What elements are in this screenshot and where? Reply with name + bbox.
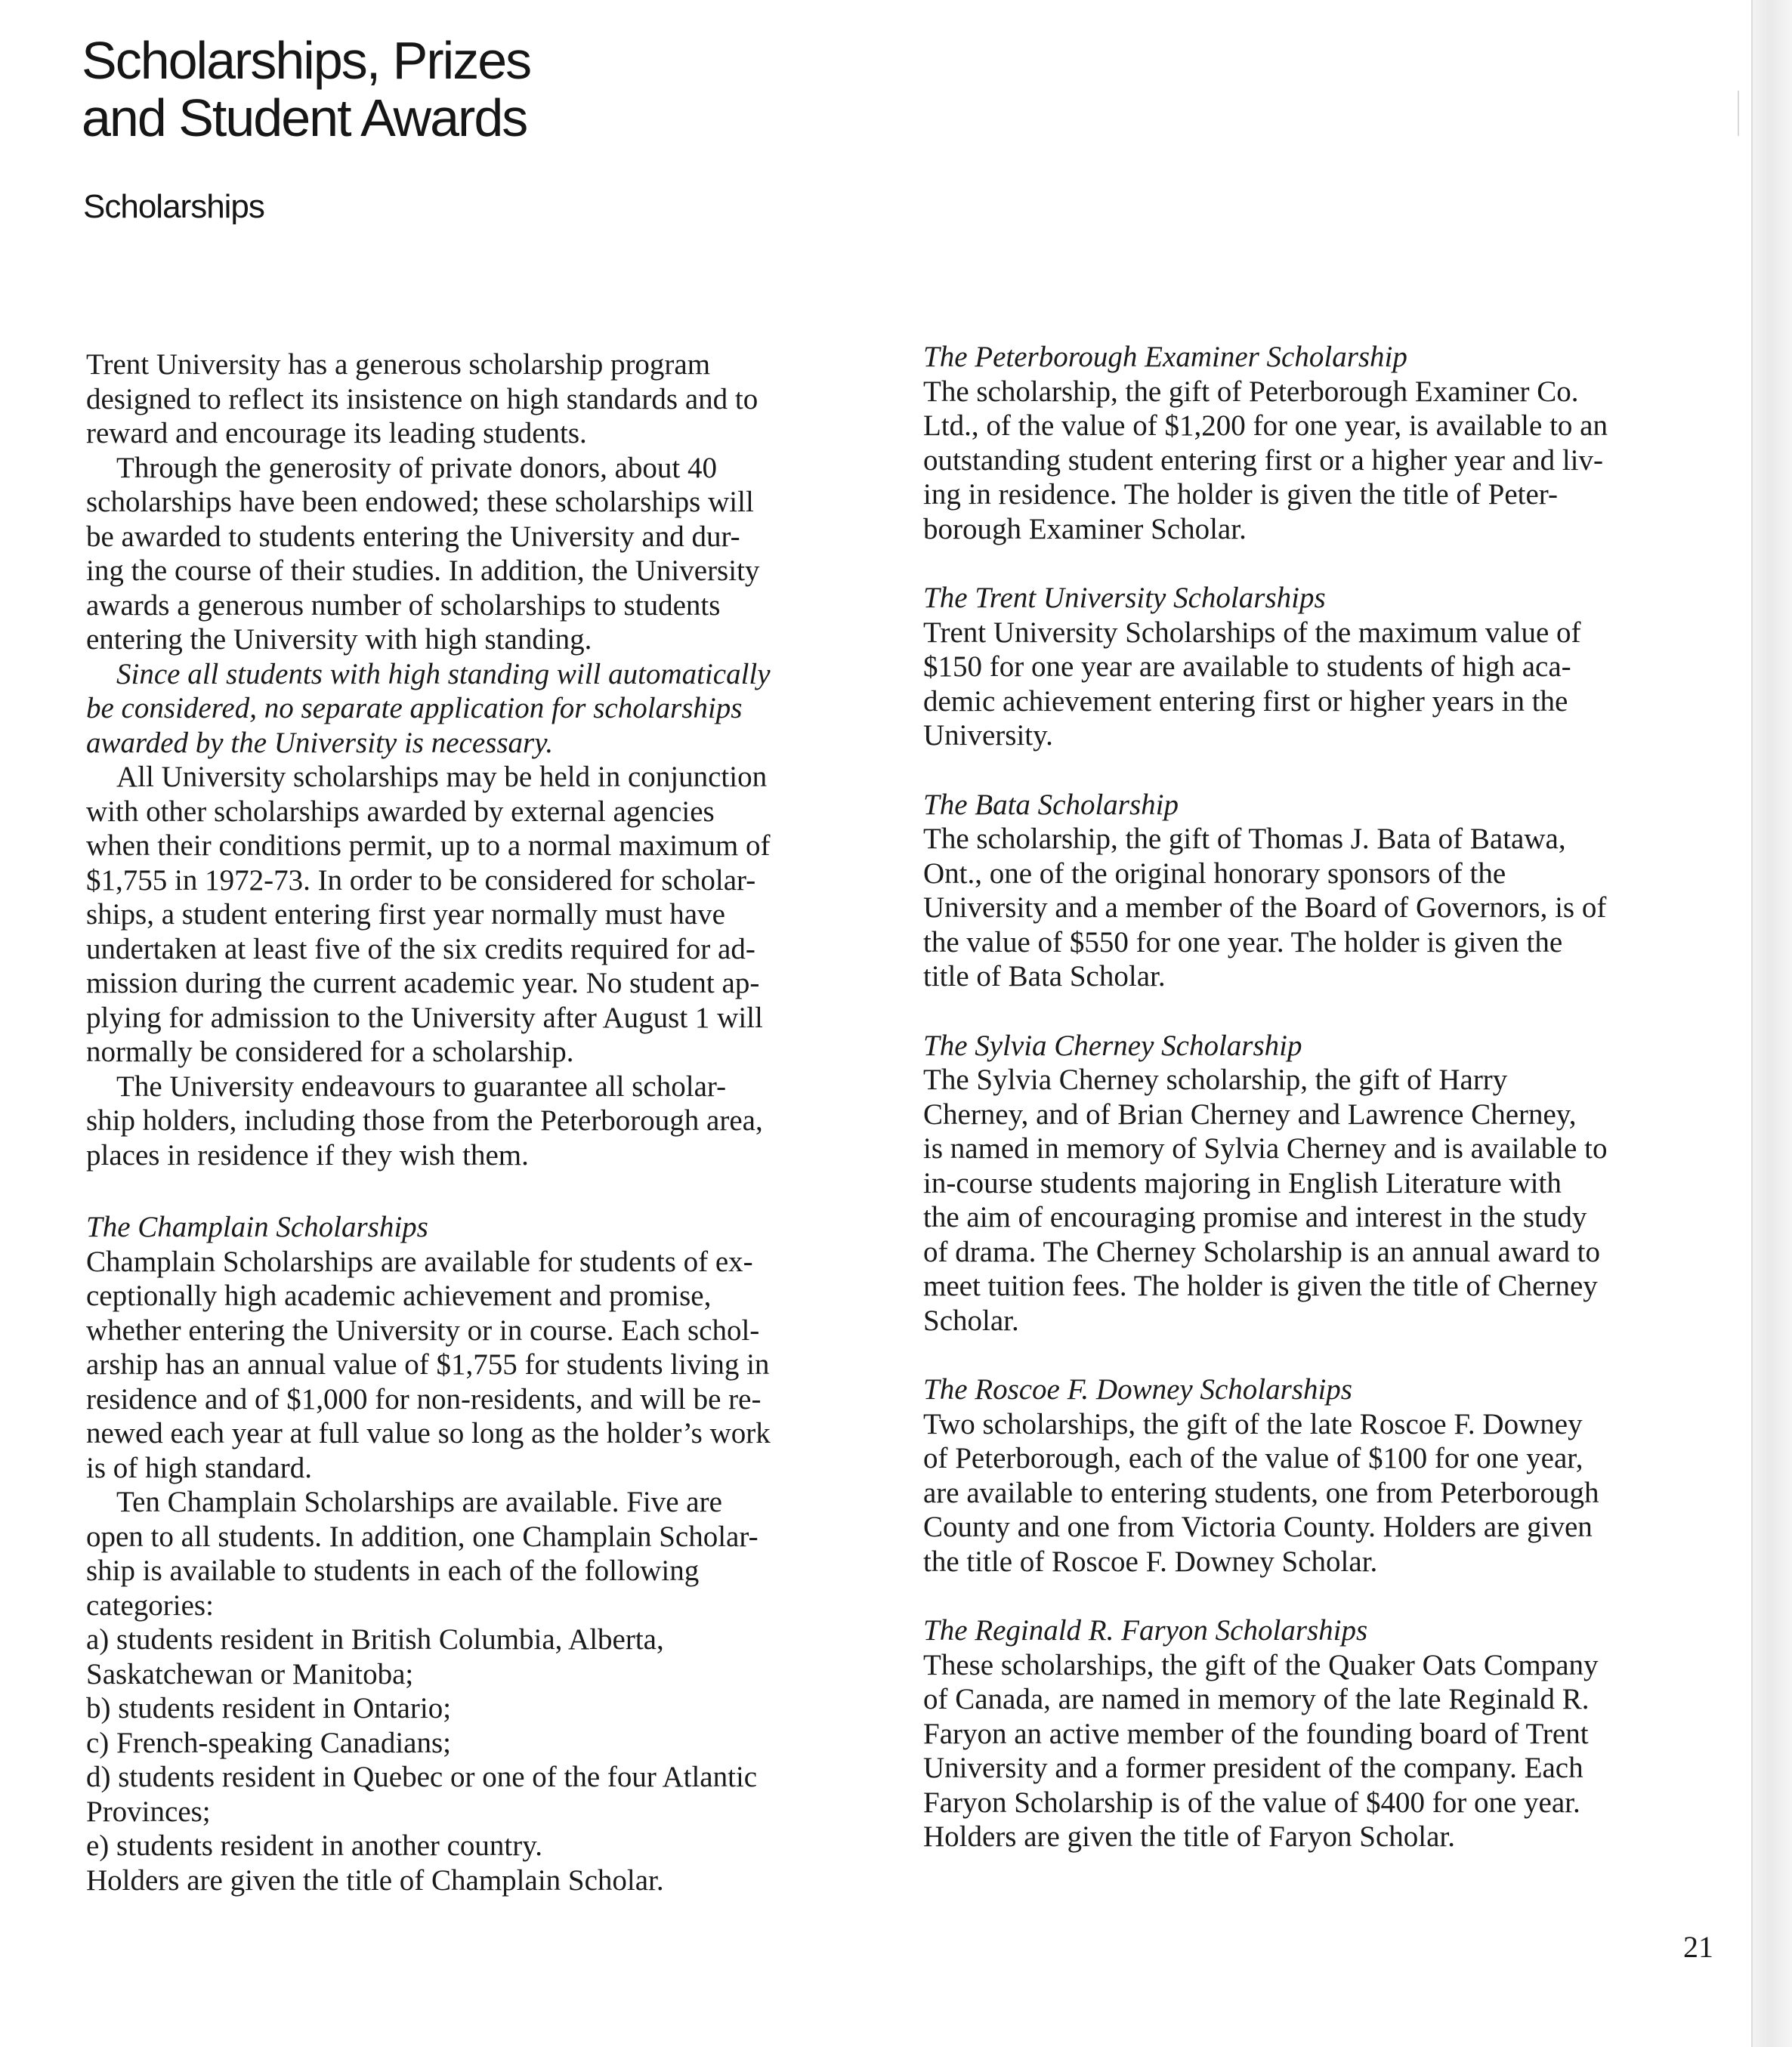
text-line: ceptionally high academic achievement and promise, [86, 1280, 712, 1312]
text-line: categories: [86, 1589, 214, 1622]
text-line: demic achievement entering first or higher years in the [923, 684, 1568, 718]
text-line: places in residence if they wish them. [86, 1138, 529, 1172]
text-line: entering the University with high standing. [86, 623, 592, 656]
list-item: a) students resident in British Columbia, Alberta, [86, 1623, 664, 1656]
text-line: outstanding student entering first or a higher year and liv- [923, 443, 1604, 477]
page-title [82, 32, 530, 147]
text-line: arship has an annual value of $1,755 for students living in [86, 1348, 770, 1381]
bata-section [923, 788, 1732, 994]
text-line: Scholar. [923, 1304, 1019, 1337]
text-line: Champlain Scholarships are available for students of ex- [86, 1245, 753, 1278]
section-spacer [923, 994, 1732, 1029]
text-line: All University scholarships may be held in conjunction [116, 761, 768, 793]
list-item: c) French-speaking Canadians; [86, 1726, 452, 1759]
text-line: ship is available to students in each of the following [86, 1555, 700, 1587]
text-line: is named in memory of Sylvia Cherney and is available to [923, 1132, 1608, 1165]
section-spacer [923, 546, 1732, 581]
page-title-line-1: Scholarships, Prizes [82, 31, 531, 90]
list-item: Saskatchewan or Manitoba; [86, 1657, 414, 1690]
list-item: b) students resident in Ontario; [86, 1692, 452, 1724]
donors-paragraph [86, 451, 887, 657]
text-line: open to all students. In addition, one Champlain Scholar- [86, 1520, 759, 1553]
text-line: Ten Champlain Scholarships are available. Five are [116, 1486, 722, 1518]
text-line: awards a generous number of scholarships to students [86, 588, 721, 622]
trent-university-section [923, 581, 1732, 753]
text-line: Trent University has a generous scholarship program [86, 348, 711, 381]
text-line: County and one from Victoria County. Holders are given [923, 1511, 1593, 1543]
text-line: The scholarship, the gift of Thomas J. Bata of Batawa, [923, 823, 1566, 855]
text-line: undertaken at least five of the six credits required for ad- [86, 932, 755, 965]
text-line: Ltd., of the value of $1,200 for one year, is available to an [923, 409, 1608, 442]
text-line: are available to entering students, one from Peterborough [923, 1476, 1599, 1509]
section-spacer [923, 1579, 1732, 1613]
section-subtitle: Scholarships [83, 188, 264, 225]
text-line: The Sylvia Cherney scholarship, the gift of Harry [923, 1064, 1508, 1096]
text-line: University and a member of the Board of Governors, is of [923, 891, 1607, 924]
text-line: be considered, no separate application for scholarships [86, 692, 743, 724]
peterborough-examiner-section [923, 340, 1732, 546]
text-line: Holders are given the title of Champlain Scholar. [86, 1863, 664, 1897]
text-line: of Canada, are named in memory of the late Reginald R. [923, 1683, 1590, 1715]
text-line: the aim of encouraging promise and interest in the study [923, 1201, 1587, 1233]
text-line: These scholarships, the gift of the Quaker Oats Company [923, 1648, 1599, 1681]
text-line: Trent University Scholarships of the maximum value of [923, 616, 1581, 649]
text-line: ship holders, including those from the Peterborough area, [86, 1104, 763, 1137]
left-column [86, 347, 887, 1897]
text-line: when their conditions permit, up to a normal maximum of [86, 829, 771, 862]
text-line: newed each year at full value so long as the holder’s work [86, 1417, 771, 1450]
page-number: 21 [1683, 1930, 1713, 1964]
text-line: Since all students with high standing will automatically [116, 657, 771, 690]
section-heading: The Sylvia Cherney Scholarship [923, 1029, 1302, 1062]
text-line: meet tuition fees. The holder is given the title of Cherney [923, 1270, 1598, 1302]
conjunction-paragraph [86, 760, 887, 1070]
residence-paragraph [86, 1070, 887, 1173]
text-line: ships, a student entering first year normally must have [86, 898, 725, 931]
page-title-line-2: and Student Awards [82, 88, 527, 147]
text-line: be awarded to students entering the University and dur- [86, 520, 740, 553]
text-line: awarded by the University is necessary. [86, 726, 554, 759]
text-line: Faryon Scholarship is of the value of $400 for one year. [923, 1786, 1580, 1819]
text-line: $150 for one year are available to students of high aca- [923, 650, 1571, 683]
text-line: in-course students majoring in English Literature with [923, 1166, 1562, 1199]
text-line: reward and encourage its leading students. [86, 417, 587, 449]
text-line: residence and of $1,000 for non-residents, and will be re- [86, 1382, 762, 1416]
section-heading: The Trent University Scholarships [923, 582, 1326, 614]
reginald-faryon-section [923, 1613, 1732, 1854]
section-spacer [923, 1338, 1732, 1372]
intro-paragraph [86, 347, 887, 451]
text-line: Holders are given the title of Faryon Scholar. [923, 1820, 1455, 1853]
text-line: $1,755 in 1972-73. In order to be considered for scholar- [86, 863, 756, 897]
roscoe-downey-section [923, 1372, 1732, 1579]
right-column [923, 340, 1732, 1854]
section-spacer [923, 753, 1732, 788]
text-line: University. [923, 719, 1053, 752]
text-line: University and a former president of the company. Each [923, 1752, 1583, 1784]
page-edge [1751, 0, 1792, 2047]
text-line: designed to reflect its insistence on high standards and to [86, 382, 759, 415]
text-line: Cherney, and of Brian Cherney and Lawrence Cherney, [923, 1098, 1577, 1131]
list-item: d) students resident in Quebec or one of the four Atlantic [86, 1761, 758, 1793]
text-line: the value of $550 for one year. The holder is given the [923, 925, 1563, 959]
text-line: the title of Roscoe F. Downey Scholar. [923, 1545, 1378, 1578]
section-heading: The Bata Scholarship [923, 788, 1179, 821]
text-line: mission during the current academic year. No student ap- [86, 967, 760, 999]
text-line: Faryon an active member of the founding board of Trent [923, 1717, 1589, 1750]
text-line: is of high standard. [86, 1451, 312, 1484]
text-line: plying for admission to the University after August 1 will [86, 1001, 763, 1034]
list-item: e) students resident in another country. [86, 1829, 542, 1862]
section-spacer [86, 1172, 887, 1210]
text-line: title of Bata Scholar. [923, 960, 1166, 993]
text-line: normally be considered for a scholarship. [86, 1036, 574, 1068]
text-line: with other scholarships awarded by external agencies [86, 795, 715, 828]
text-line: ing in residence. The holder is given the title of Peter- [923, 478, 1559, 511]
section-heading: The Champlain Scholarships [86, 1211, 428, 1243]
text-line: The scholarship, the gift of Peterborough Examiner Co. [923, 375, 1579, 408]
text-line: Ont., one of the original honorary sponsors of the [923, 857, 1506, 890]
sylvia-cherney-section [923, 1029, 1732, 1338]
text-line: whether entering the University or in course. Each schol- [86, 1314, 760, 1347]
section-heading: The Peterborough Examiner Scholarship [923, 341, 1407, 373]
champlain-section [86, 1210, 887, 1897]
text-line: ing the course of their studies. In addition, the University [86, 554, 760, 587]
text-line: The University endeavours to guarantee all scholar- [116, 1070, 727, 1103]
list-item: Provinces; [86, 1795, 211, 1828]
text-line: Through the generosity of private donors, about 40 [116, 451, 717, 484]
text-line: of drama. The Cherney Scholarship is an annual award to [923, 1235, 1601, 1268]
text-line: of Peterborough, each of the value of $100 for one year, [923, 1442, 1583, 1474]
text-line: borough Examiner Scholar. [923, 512, 1247, 545]
page-edge-mark [1738, 91, 1739, 136]
text-line: Two scholarships, the gift of the late Roscoe F. Downey [923, 1407, 1583, 1440]
application-note-paragraph [86, 657, 887, 761]
text-line: scholarships have been endowed; these scholarships will [86, 486, 754, 518]
section-heading: The Reginald R. Faryon Scholarships [923, 1614, 1368, 1647]
section-heading: The Roscoe F. Downey Scholarships [923, 1373, 1352, 1406]
